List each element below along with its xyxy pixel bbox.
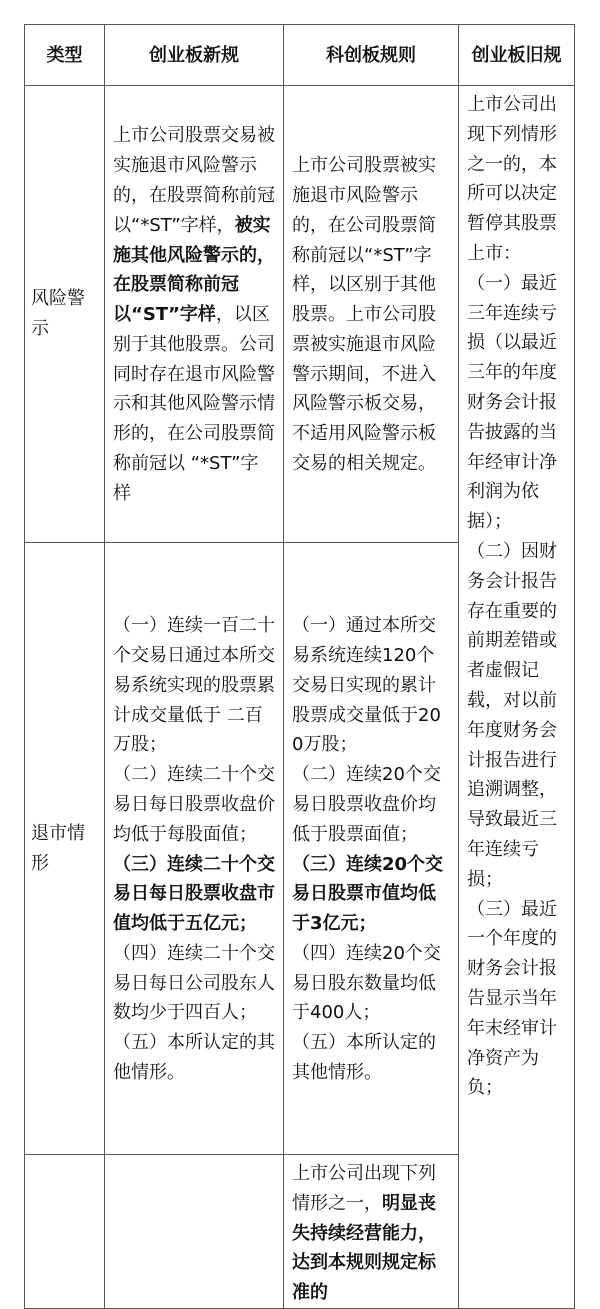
star-text: （一）通过本所交易系统连续120个交易日实现的累计股票成交量低于200万股； （二）连续20个交易日股票收盘价均低于股票面值； （三）连续20个交易日股票市值均低于3亿元； （四）连续20个交易日股东数量均低于400人； （五）本所认定的其他情形。 [292,615,444,1084]
header-type: 类型 [25,25,105,86]
gem-new-cell [105,1155,284,1309]
type-cell: 风险警示 [25,86,105,543]
star-text: 上市公司股票被实施退市风险警示的，在公司股票简称前冠以“*ST”字样，以区别于其他股票。上市公司股票被实施退市风险警示期间，不进入风险警示板交易，不适用风险警示板交易的相关规定。 [292,155,436,475]
type-cell [25,1155,105,1309]
star-cell [284,1155,459,1309]
star-text: 上市公司出现下列情形之一，明显丧失持续经营能力，达到本规则规定标准的 [292,1163,436,1304]
header-star: 科创板规则 [284,25,459,86]
type-cell: 退市情形 [25,543,105,1155]
header-row [25,25,575,86]
gem-new-text: 上市公司股票交易被实施退市风险警示的，在股票简称前冠以“*ST”字样，被实施其他风险警示的，在股票简称前冠以“ST”字样，以区别于其他股票。公司同时存在退市风险警示和其他风险警示情形的，在公司股票简称前冠以 “*ST”字样 [113,125,275,504]
gem-new-text: （一）连续一百二十个交易日通过本所交易系统实现的股票累计成交量低于 二百万股； （二）连续二十个交易日每日股票收盘价均低于每股面值； （三）连续二十个交易日每日股票收盘市值均低于五亿元； （四）连续二十个交易日每日公司股东人数均少于四百人； （五）本所认定的其他情形。 [113,615,275,1084]
gem-new-cell [105,543,284,1155]
gem-old-cell: 上市公司出现下列情形之一的，本所可以决定暂停其股票上市： （一）最近三年连续亏损（以最近三年的年度财务会计报告披露的当年经审计净利润为依据）； （二）因财务会计报告存在重要的前期差错或者虚假记载，对以前年度财务会计报告进行追溯调整，导致最近三年连续亏损； （三）最近一个年度的财务会计报告显示当年年末经审计净资产为负； [459,86,575,1309]
star-cell [284,86,459,543]
header-gem-old: 创业板旧规 [459,25,575,86]
gem-new-cell [105,86,284,543]
star-cell [284,543,459,1155]
table-row-risk-warning [25,86,575,543]
header-gem-new: 创业板新规 [105,25,284,86]
rules-comparison-table [24,24,575,1309]
